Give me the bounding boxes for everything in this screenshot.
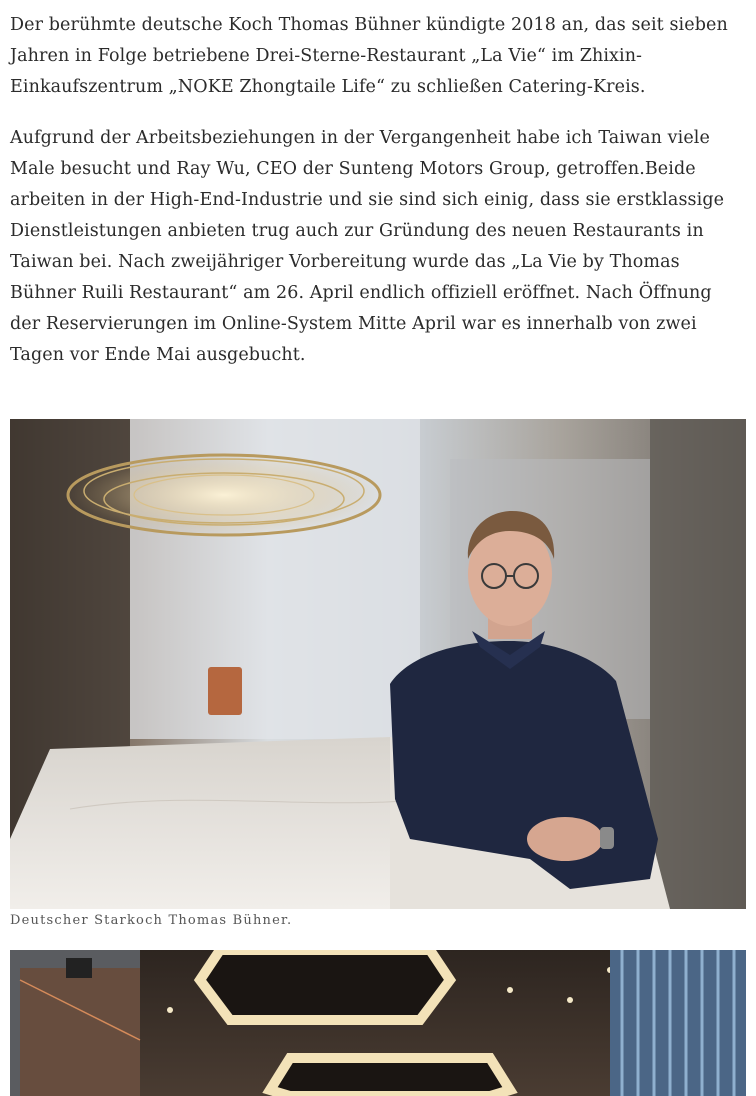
restaurant-interior-photo — [10, 950, 746, 1096]
article-paragraph-2: Aufgrund der Arbeitsbeziehungen in der Vergangenheit habe ich Taiwan viele Male besucht und Ray Wu, CEO der Sunteng Motors Group, getroffen.Beide arbeiten in der High-End-Industrie und sie sind sich einig, dass sie erstklassige Dienstleistungen anbieten trug auch zur Gründung des neuen Restaurants in Taiwan bei. Nach zweijähriger Vorbereitung wurde das „La Vie by Thomas Bühner Ruili Restaurant“ am 26. April endlich offiziell eröffnet. Nach Öffnung der Reservierungen im Online-System Mitte April war es innerhalb von zwei Tagen vor Ende Mai ausgebucht. — [10, 128, 725, 365]
chef-portrait-photo — [10, 419, 746, 909]
photo-caption: Deutscher Starkoch Thomas Bühner. — [10, 913, 293, 928]
article-paragraph-1: Der berühmte deutsche Koch Thomas Bühner kündigte 2018 an, das seit sieben Jahren in Folge betriebene Drei-Sterne-Restaurant „La Vie“ im Zhixin-Einkaufszentrum „NOKE Zhongtaile Life“ zu schließen Catering-Kreis. — [10, 15, 728, 97]
article-body — [10, 10, 746, 371]
